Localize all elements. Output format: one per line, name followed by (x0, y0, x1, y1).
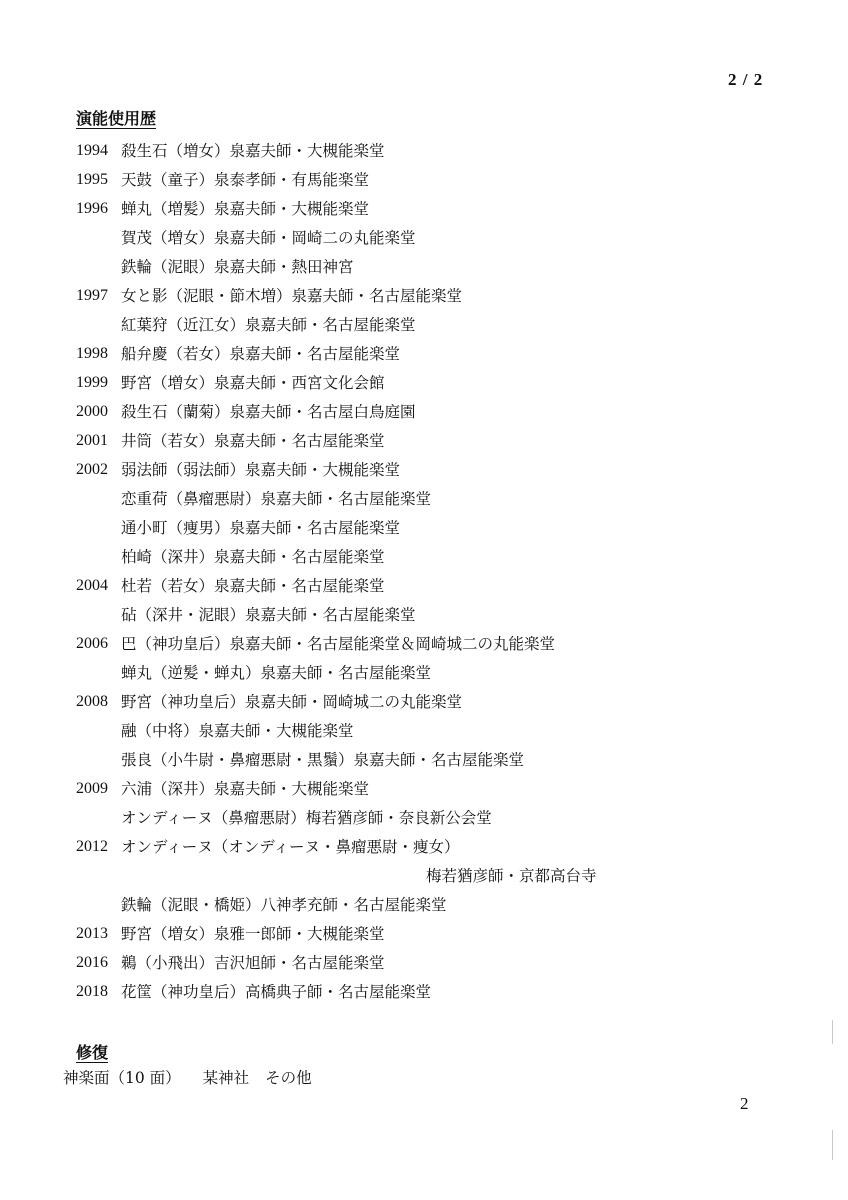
history-entry (0, 429, 848, 453)
history-entry (0, 458, 848, 482)
entry-text: オンディーヌ（オンディーヌ・鼻瘤悪尉・痩女） (121, 838, 460, 856)
restoration-entry (63, 1066, 312, 1090)
entry-text: 賀茂（増女）泉嘉夫師・岡崎二の丸能楽堂 (121, 229, 416, 247)
entry-year: 1996 (76, 200, 108, 217)
entry-text: 杜若（若女）泉嘉夫師・名古屋能楽堂 (121, 577, 385, 595)
entry-year: 2006 (76, 635, 108, 652)
history-entry (0, 603, 848, 627)
entry-text: 蝉丸（逆髪・蝉丸）泉嘉夫師・名古屋能楽堂 (121, 664, 432, 682)
entry-text: 恋重荷（鼻瘤悪尉）泉嘉夫師・名古屋能楽堂 (121, 490, 432, 508)
entry-text: 女と影（泥眼・節木増）泉嘉夫師・名古屋能楽堂 (121, 287, 463, 305)
entry-text: 井筒（若女）泉嘉夫師・名古屋能楽堂 (121, 432, 385, 450)
entry-text: 砧（深井・泥眼）泉嘉夫師・名古屋能楽堂 (121, 606, 416, 624)
history-entry-continuation (0, 864, 848, 888)
entry-text: 弱法師（弱法師）泉嘉夫師・大槻能楽堂 (121, 461, 401, 479)
entry-year: 2008 (76, 693, 108, 710)
history-entry (0, 313, 848, 337)
entry-year: 2016 (76, 954, 108, 971)
history-entry (0, 835, 848, 859)
entry-text: 紅葉狩（近江女）泉嘉夫師・名古屋能楽堂 (121, 316, 416, 334)
history-entry (0, 980, 848, 1004)
history-entry (0, 951, 848, 975)
history-entry (0, 545, 848, 569)
history-entry (0, 574, 848, 598)
entry-year: 1999 (76, 374, 108, 391)
restoration-item: 神楽面（10 面） (63, 1069, 181, 1087)
entry-text: 鉄輪（泥眼・橋姫）八神孝充師・名古屋能楽堂 (121, 896, 447, 914)
history-entry (0, 719, 848, 743)
performance-history-heading: 演能使用歴 (76, 109, 157, 128)
entry-text: 殺生石（増女）泉嘉夫師・大槻能楽堂 (121, 142, 385, 160)
history-entry (0, 893, 848, 917)
history-entry (0, 400, 848, 424)
entry-text: 花筐（神功皇后）高橋典子師・名古屋能楽堂 (121, 983, 432, 1001)
entry-text: 巴（神功皇后）泉嘉夫師・名古屋能楽堂＆岡崎城二の丸能楽堂 (121, 635, 556, 653)
history-entry (0, 255, 848, 279)
history-entry (0, 168, 848, 192)
history-entry (0, 139, 848, 163)
history-entry (0, 922, 848, 946)
entry-text: 殺生石（蘭菊）泉嘉夫師・名古屋白鳥庭園 (121, 403, 416, 421)
entry-text: 野宮（増女）泉雅一郎師・大槻能楽堂 (121, 925, 385, 943)
entry-text: 蝉丸（増髪）泉嘉夫師・大槻能楽堂 (121, 200, 370, 218)
entry-year: 2000 (76, 403, 108, 420)
entry-year: 1994 (76, 142, 108, 159)
scan-edge-mark (832, 1130, 833, 1160)
entry-text: 野宮（神功皇后）泉嘉夫師・岡崎城二の丸能楽堂 (121, 693, 463, 711)
entry-text: 鵜（小飛出）吉沢旭師・名古屋能楽堂 (121, 954, 385, 972)
entry-text: 融（中将）泉嘉夫師・大槻能楽堂 (121, 722, 354, 740)
history-entry (0, 748, 848, 772)
entry-text: 船弁慶（若女）泉嘉夫師・名古屋能楽堂 (121, 345, 401, 363)
history-entry (0, 487, 848, 511)
entry-year: 2012 (76, 838, 108, 855)
scan-edge-mark (832, 1020, 833, 1044)
entry-year: 2009 (76, 780, 108, 797)
history-entry (0, 690, 848, 714)
page-number: 2 (740, 1094, 749, 1113)
entry-year: 2002 (76, 461, 108, 478)
entry-year: 2013 (76, 925, 108, 942)
history-entry (0, 777, 848, 801)
entry-year: 2018 (76, 983, 108, 1000)
history-entry (0, 661, 848, 685)
entry-text: オンディーヌ（鼻瘤悪尉）梅若猶彦師・奈良新公会堂 (121, 809, 492, 827)
entry-text: 張良（小牛尉・鼻瘤悪尉・黒鬚）泉嘉夫師・名古屋能楽堂 (121, 751, 525, 769)
entry-year: 1998 (76, 345, 108, 362)
history-entry (0, 516, 848, 540)
history-entry (0, 342, 848, 366)
restoration-client: 某神社 (202, 1069, 250, 1087)
entry-text: 通小町（痩男）泉嘉夫師・名古屋能楽堂 (121, 519, 401, 537)
history-entry (0, 226, 848, 250)
entry-text: 柏崎（深井）泉嘉夫師・名古屋能楽堂 (121, 548, 385, 566)
history-entry (0, 197, 848, 221)
entry-text: 梅若猶彦師・京都高台寺 (426, 867, 597, 885)
entry-text: 六浦（深井）泉嘉夫師・大槻能楽堂 (121, 780, 370, 798)
restoration-heading: 修復 (76, 1043, 109, 1062)
restoration-other: その他 (265, 1069, 312, 1087)
entry-year: 1997 (76, 287, 108, 304)
entry-year: 1995 (76, 171, 108, 188)
entry-year: 2004 (76, 577, 108, 594)
page-indicator: 2 / 2 (728, 70, 764, 89)
entry-text: 鉄輪（泥眼）泉嘉夫師・熱田神宮 (121, 258, 354, 276)
history-entry (0, 371, 848, 395)
history-entry (0, 632, 848, 656)
entry-text: 天鼓（童子）泉泰孝師・有馬能楽堂 (121, 171, 370, 189)
history-entry (0, 806, 848, 830)
history-entry (0, 284, 848, 308)
entry-text: 野宮（増女）泉嘉夫師・西宮文化会館 (121, 374, 385, 392)
entry-year: 2001 (76, 432, 108, 449)
